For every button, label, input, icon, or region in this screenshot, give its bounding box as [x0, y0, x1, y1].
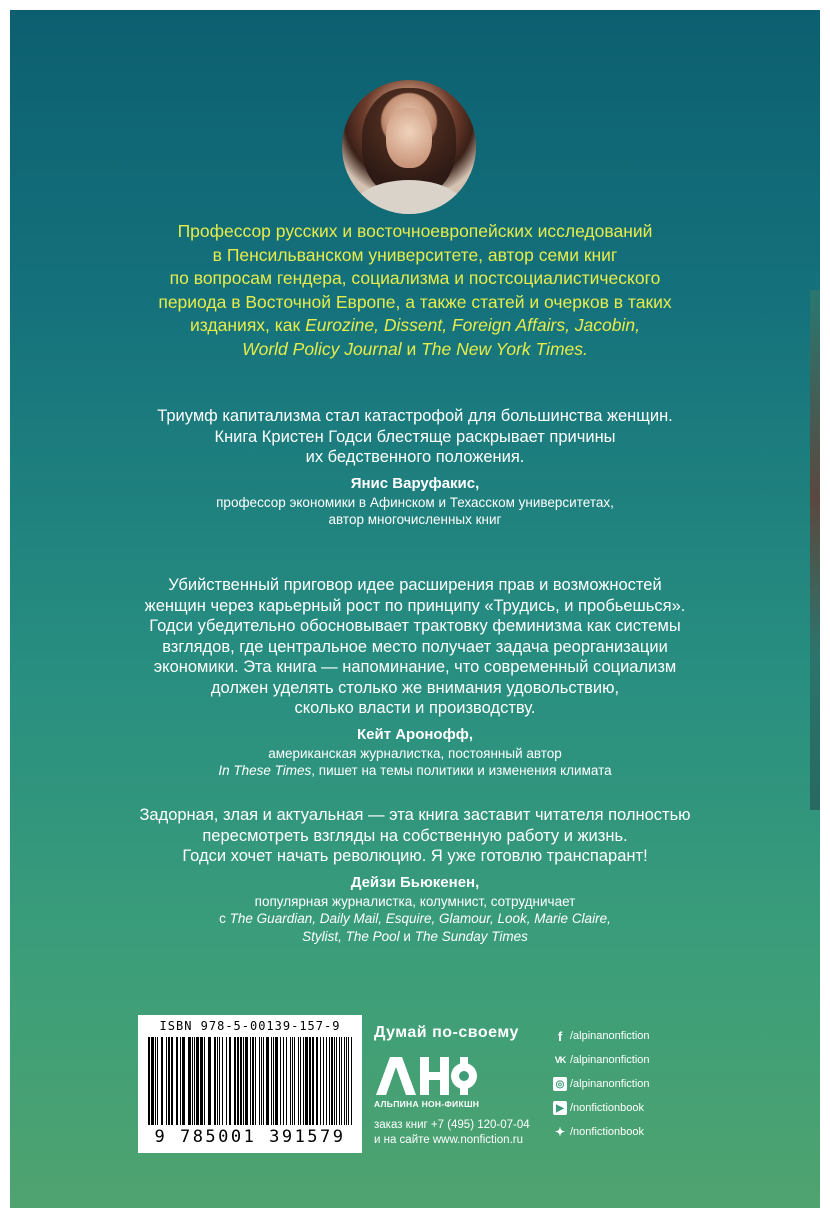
reviewer-attribution: [10, 745, 820, 780]
barcode-bar: [334, 1037, 335, 1125]
barcode-bar: [292, 1037, 293, 1125]
order-info: [374, 1118, 530, 1148]
barcode-bar: [261, 1037, 262, 1125]
barcode-bar: [305, 1037, 308, 1125]
barcode-bar: [229, 1037, 231, 1125]
barcode-bar: [294, 1037, 295, 1125]
attribution-line: [10, 910, 820, 928]
youtube-icon: ▶: [553, 1101, 567, 1115]
social-handle: /nonfictionbook: [570, 1126, 644, 1138]
review-aronoff: [10, 575, 820, 780]
barcode-bar: [275, 1037, 278, 1125]
social-link-twitter[interactable]: [553, 1120, 650, 1144]
barcode-bar: [290, 1037, 291, 1125]
review-line: Триумф капитализма стал катастрофой для большинства женщин.: [157, 407, 673, 425]
reviewer-attribution: [10, 494, 820, 529]
barcode-bar: [323, 1037, 324, 1125]
attribution-line: [10, 928, 820, 946]
barcode-bar: [188, 1037, 191, 1125]
bio-line: периода в Восточной Европе, а также статей и очерков в таких: [158, 291, 672, 312]
author-bio: [10, 220, 820, 361]
barcode-bar: [208, 1037, 211, 1125]
reviewer-name: Янис Варуфакис,: [350, 474, 480, 492]
barcode-bar: [161, 1037, 163, 1125]
publication-names: Stylist, The Pool: [302, 928, 400, 944]
attribution-line: профессор экономики в Афинском и Техасском университетах,: [216, 494, 614, 510]
barcode-bar: [196, 1037, 199, 1125]
barcode-bar: [219, 1037, 220, 1125]
social-handle: /alpinanonfiction: [570, 1078, 650, 1090]
review-buchanan: [10, 805, 820, 945]
review-line: их бедственного положения.: [305, 448, 525, 466]
barcode-bar: [237, 1037, 239, 1125]
barcode-bar: [243, 1037, 244, 1125]
barcode-bar: [166, 1037, 167, 1125]
barcode-bar: [300, 1037, 301, 1125]
barcode-bar: [155, 1037, 156, 1125]
barcode-bar: [351, 1037, 352, 1125]
barcode-bar: [204, 1037, 205, 1125]
twitter-icon: ✦: [554, 1125, 566, 1139]
review-line: Годси убедительно обосновывает трактовку феминизма как системы: [149, 617, 681, 635]
publication-name: In These Times: [218, 763, 312, 778]
barcode-bar: [176, 1037, 178, 1125]
barcode-bar: [298, 1037, 299, 1125]
barcode-bar: [280, 1037, 281, 1125]
review-line: Годси хочет начать революцию. Я уже готовлю транспарант!: [182, 847, 648, 865]
instagram-icon: ◎: [553, 1077, 567, 1091]
barcode-bar: [271, 1037, 272, 1125]
order-website: и на сайте www.nonfiction.ru: [374, 1134, 523, 1146]
review-line: Убийственный приговор идее расширения прав и возможностей: [168, 576, 662, 594]
barcode-digits: 9 785001 391579: [154, 1127, 346, 1147]
social-link-facebook[interactable]: [553, 1024, 650, 1048]
barcode-bar: [320, 1037, 321, 1125]
barcode-bar: [331, 1037, 333, 1125]
barcode-bar: [309, 1037, 311, 1125]
isbn-label: ISBN 978-5-00139-157-9: [159, 1019, 341, 1033]
order-phone: заказ книг +7 (495) 120-07-04: [374, 1119, 530, 1131]
review-line: взглядов, где центральное место получает задача реорганизации: [162, 637, 668, 656]
publisher-logo: [374, 1055, 478, 1097]
review-line: женщин через карьерный рост по принципу «Трудись, и пробьешься».: [144, 596, 686, 615]
bio-publications: Eurozine, Dissent, Foreign Affairs, Jacobin,: [305, 315, 640, 335]
barcode-bar: [259, 1037, 260, 1125]
publication-names: The Guardian, Daily Mail, Esquire, Glamour, Look, Marie Claire,: [229, 911, 611, 926]
barcode-bar: [240, 1037, 242, 1125]
reviewer-name: Дейзи Бьюкенен,: [350, 873, 480, 891]
barcode-bar: [217, 1037, 218, 1125]
barcode-bar: [286, 1037, 287, 1125]
social-handle: /nonfictionbook: [570, 1102, 644, 1114]
reviewer-attribution: [10, 893, 820, 946]
isbn-barcode: [138, 1015, 362, 1153]
social-handle: /alpinanonfiction: [570, 1030, 650, 1042]
publisher-slogan: Думай по-своему: [374, 1024, 519, 1041]
barcode-bar: [151, 1037, 154, 1125]
bio-publication: The New York Times.: [421, 338, 588, 359]
bio-line: [10, 338, 820, 362]
barcode-bar: [255, 1037, 256, 1125]
barcode-bar: [148, 1037, 150, 1125]
barcode-bar: [222, 1037, 223, 1125]
barcode-bar: [339, 1037, 340, 1125]
review-line: Задорная, злая и актуальная — эта книга заставит читателя полностью: [139, 806, 691, 824]
barcode-bar: [348, 1037, 349, 1125]
publisher-name: АЛЬПИНА НОН-ФИКШН: [374, 1099, 480, 1109]
social-link-youtube[interactable]: [553, 1096, 650, 1120]
barcode-bar: [180, 1037, 181, 1125]
bio-text: изданиях, как: [190, 315, 306, 335]
review-text: [10, 406, 820, 468]
attribution-text: с: [219, 911, 230, 926]
barcode-bar: [157, 1037, 158, 1125]
review-line: пересмотреть взгляды на собственную работу и жизнь.: [202, 826, 628, 845]
review-line: Книга Кристен Годси блестяще раскрывает причины: [214, 427, 616, 446]
author-photo: [342, 80, 476, 214]
vk-icon: VK: [554, 1055, 566, 1065]
social-link-vk[interactable]: [553, 1048, 650, 1072]
barcode-bar: [329, 1037, 330, 1125]
barcode-bars: [148, 1037, 352, 1125]
barcode-bar: [250, 1037, 251, 1125]
attribution-line: автор многочисленных книг: [328, 512, 502, 527]
attribution-line: американская журналистка, постоянный автор: [268, 745, 562, 761]
barcode-bar: [168, 1037, 170, 1125]
barcode-bar: [252, 1037, 254, 1125]
barcode-bar: [283, 1037, 284, 1125]
bio-line: в Пенсильванском университете, автор семи книг: [212, 244, 618, 265]
bio-line: [10, 314, 820, 338]
barcode-bar: [266, 1037, 269, 1125]
barcode-bar: [326, 1037, 327, 1125]
barcode-bar: [234, 1037, 236, 1125]
bio-text: и: [401, 338, 422, 359]
barcode-bar: [245, 1037, 248, 1125]
barcode-bar: [273, 1037, 274, 1125]
reviewer-name: Кейт Аронофф,: [356, 725, 474, 743]
review-line: должен уделять столько же внимания удовольствию,: [210, 678, 620, 697]
barcode-bar: [200, 1037, 203, 1125]
attribution-text: , пишет на темы политики и изменения климата: [311, 763, 612, 778]
barcode-bar: [346, 1037, 347, 1125]
barcode-bar: [182, 1037, 185, 1125]
barcode-bar: [303, 1037, 304, 1125]
social-link-instagram[interactable]: [553, 1072, 650, 1096]
barcode-bar: [312, 1037, 314, 1125]
attribution-text: и: [399, 928, 415, 944]
review-line: экономики. Эта книга — напоминание, что современный социализм: [153, 658, 677, 676]
bio-line: по вопросам гендера, социализма и постсоциалистического: [169, 268, 661, 288]
facebook-icon: f: [557, 1028, 563, 1044]
barcode-bar: [171, 1037, 173, 1125]
social-links: [553, 1024, 650, 1144]
publication-name: The Sunday Times: [414, 928, 528, 944]
attribution-line: популярная журналистка, колумнист, сотрудничает: [254, 893, 576, 909]
barcode-bar: [336, 1037, 337, 1125]
bio-publication: World Policy Journal: [242, 338, 402, 359]
barcode-bar: [263, 1037, 264, 1125]
social-handle: /alpinanonfiction: [570, 1054, 650, 1066]
review-text: [10, 575, 820, 719]
review-text: [10, 805, 820, 867]
barcode-bar: [341, 1037, 342, 1125]
attribution-line: [10, 762, 820, 780]
bio-line: Профессор русских и восточноевропейских исследований: [177, 221, 653, 241]
review-line: сколько власти и производству.: [294, 699, 536, 717]
barcode-bar: [192, 1037, 193, 1125]
barcode-bar: [214, 1037, 216, 1125]
barcode-bar: [226, 1037, 227, 1125]
review-varoufakis: [10, 406, 820, 529]
barcode-bar: [316, 1037, 318, 1125]
barcode-bar: [344, 1037, 345, 1125]
barcode-bar: [194, 1037, 195, 1125]
